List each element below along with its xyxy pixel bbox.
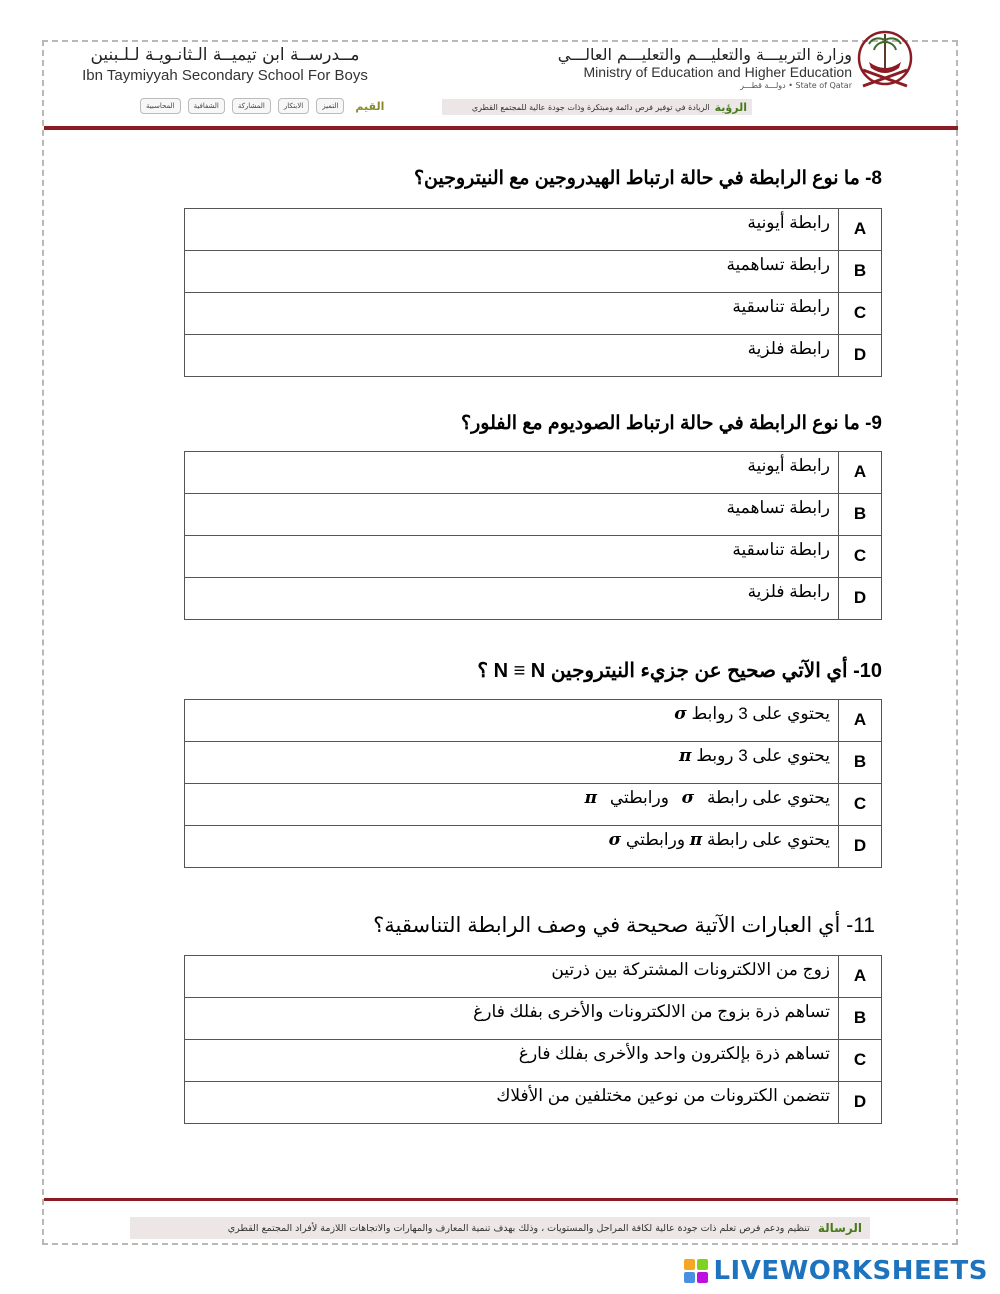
option-letter: B: [839, 494, 882, 536]
option-text: تتضمن الكترونات من نوعين مختلفين من الأفلاك: [185, 1082, 839, 1124]
option-row[interactable]: [185, 784, 882, 826]
mission-banner: [130, 1217, 870, 1239]
option-text: رابطة تناسقية: [185, 536, 839, 578]
option-text: زوج من الالكترونات المشتركة بين ذرتين: [185, 956, 839, 998]
question-8-title: 8- ما نوع الرابطة في حالة ارتباط الهيدروجين مع النيتروجين؟: [413, 168, 882, 189]
option-text: رابطة أيونية: [185, 452, 839, 494]
option-row[interactable]: [185, 700, 882, 742]
option-text-part: ورابطتي: [609, 788, 669, 807]
liveworksheets-logo-icon: [684, 1259, 708, 1283]
option-letter: B: [839, 998, 882, 1040]
school-name-block: [75, 45, 375, 84]
option-text: تساهم ذرة بإلكترون واحد والأخرى بفلك فارغ: [185, 1040, 839, 1082]
option-row[interactable]: [185, 826, 882, 868]
footer-divider: [44, 1198, 958, 1201]
option-row[interactable]: [185, 293, 882, 335]
option-text-part: ورابطتي: [625, 830, 686, 849]
option-row[interactable]: [185, 956, 882, 998]
option-row[interactable]: [185, 578, 882, 620]
option-letter: D: [839, 335, 882, 377]
question-8-options: [184, 208, 882, 377]
option-letter: C: [839, 784, 882, 826]
option-letter: A: [839, 209, 882, 251]
option-row[interactable]: [185, 452, 882, 494]
vision-label: الرؤية: [714, 100, 747, 114]
question-9-options: [184, 451, 882, 620]
option-letter: D: [839, 578, 882, 620]
question-10-text: 10- أي الآتي صحيح عن جزيء النيتروجين: [550, 660, 882, 682]
option-letter: C: [839, 293, 882, 335]
sigma-symbol: σ: [674, 704, 687, 724]
option-text: رابطة أيونية: [185, 209, 839, 251]
option-row[interactable]: [185, 335, 882, 377]
value-pill: المحاسبية: [140, 98, 181, 114]
option-text: [185, 700, 839, 742]
option-letter: A: [839, 700, 882, 742]
option-text: [185, 826, 839, 868]
option-text: [185, 742, 839, 784]
header-divider: [44, 126, 958, 130]
option-text-part: يحتوي على 3 روبط: [696, 746, 830, 765]
pi-symbol: π: [679, 746, 692, 766]
option-letter: B: [839, 251, 882, 293]
liveworksheets-wordmark: LIVEWORKSHEETS: [713, 1256, 988, 1286]
option-letter: D: [839, 826, 882, 868]
ministry-name-block: [558, 45, 852, 90]
vision-banner: [442, 99, 752, 115]
option-letter: C: [839, 536, 882, 578]
option-letter: B: [839, 742, 882, 784]
value-pill: الشفافية: [188, 98, 225, 114]
pi-symbol: π: [584, 788, 598, 808]
ministry-name-arabic: وزارة التربيـــة والتعليـــم والتعليـــم العالـــي: [557, 45, 852, 64]
value-pill: الابتكار: [278, 98, 309, 114]
option-row[interactable]: [185, 742, 882, 784]
option-text: رابطة تساهمية: [185, 251, 839, 293]
question-9-title: 9- ما نوع الرابطة في حالة ارتباط الصوديوم مع الفلور؟: [461, 413, 882, 434]
state-of-qatar: State of Qatar • دولـــة قطـــر: [740, 81, 852, 90]
option-letter: D: [839, 1082, 882, 1124]
sigma-symbol: σ: [608, 830, 622, 850]
qatar-emblem-icon: [855, 28, 915, 96]
values-bar: [140, 98, 384, 114]
option-text: رابطة فلزية: [185, 335, 839, 377]
option-row[interactable]: [185, 998, 882, 1040]
option-row[interactable]: [185, 209, 882, 251]
nitrogen-formula: N ≡ N: [493, 660, 546, 682]
option-text: [185, 784, 839, 826]
vision-text: الريادة في توفير فرص دائمة ومبتكرة وذات جودة عالية للمجتمع القطري: [471, 102, 710, 112]
question-10-title: [477, 658, 882, 683]
mission-label: الرسالة: [817, 1221, 862, 1235]
option-text: رابطة تناسقية: [185, 293, 839, 335]
option-letter: C: [839, 1040, 882, 1082]
option-text-part: يحتوي على رابطة: [706, 788, 830, 807]
question-11-title: 11- أي العبارات الآتية صحيحة في وصف الرابطة التناسقية؟: [373, 914, 875, 937]
sigma-symbol: σ: [681, 788, 695, 808]
option-text: رابطة فلزية: [185, 578, 839, 620]
school-name-arabic: مــدرســة ابن تيميــة الـثانـويـة لـلـبنين: [90, 45, 360, 65]
question-mark: ؟: [477, 660, 489, 682]
option-text-part: يحتوي على 3 روابط: [691, 704, 830, 723]
school-name-english: Ibn Taymiyyah Secondary School For Boys: [82, 67, 368, 84]
option-text: رابطة تساهمية: [185, 494, 839, 536]
option-letter: A: [839, 452, 882, 494]
mission-text: تنظيم ودعم فرص تعلم ذات جودة عالية لكافة المراحل والمستويات ، وذلك بهدف تنمية المعارف والمهارات والاتجاهات اللازمة لأفراد المجتمع القطري: [227, 1222, 810, 1234]
question-10-options: [184, 699, 882, 868]
value-pill: التميز: [316, 98, 344, 114]
option-letter: A: [839, 956, 882, 998]
ministry-name-english: Ministry of Education and Higher Education: [583, 64, 852, 80]
values-label: القيم: [355, 99, 385, 113]
option-row[interactable]: [185, 251, 882, 293]
pi-symbol: π: [689, 830, 703, 850]
option-row[interactable]: [185, 536, 882, 578]
option-text: تساهم ذرة بزوج من الالكترونات والأخرى بفلك فارغ: [185, 998, 839, 1040]
question-11-options: [184, 955, 882, 1124]
liveworksheets-brand[interactable]: [684, 1256, 988, 1286]
option-row[interactable]: [185, 494, 882, 536]
option-row[interactable]: [185, 1082, 882, 1124]
value-pill: المشاركة: [232, 98, 271, 114]
option-text-part: يحتوي على رابطة: [706, 830, 830, 849]
option-row[interactable]: [185, 1040, 882, 1082]
